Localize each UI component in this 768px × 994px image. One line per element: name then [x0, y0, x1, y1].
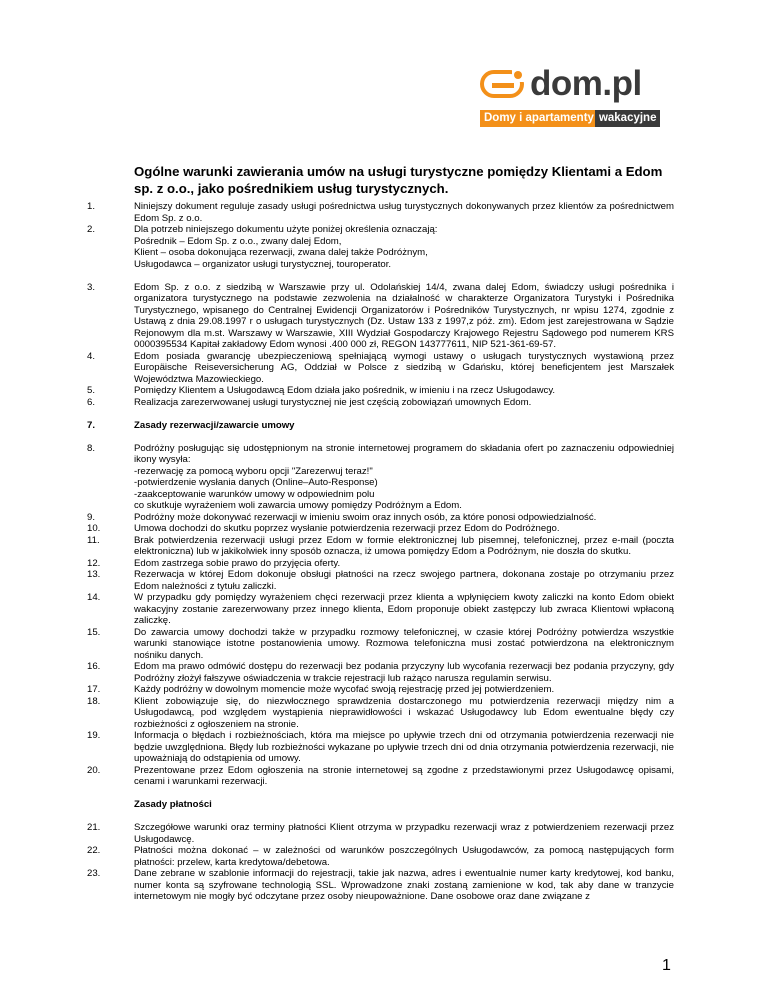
text-line: Klient – osoba dokonująca rezerwacji, zwana dalej także Podróżnym, [134, 247, 428, 258]
list-item [87, 696, 674, 731]
paragraph-gap [87, 270, 674, 282]
list-item-number: 20. [87, 764, 101, 776]
list-item-text [134, 443, 674, 512]
text-line: Usługodawca – organizator usługi turystycznej, touroperator. [134, 258, 392, 270]
text-line: Edom Sp. z o.o. z siedzibą w Warszawie przy ul. Odolańskiej 14/4, zwana dalej Edom, świadczy usługi pośrednika i organizatora turystycznego na podstawie zezwolenia na działalność w charakterze Organizatora Turystyki i Pośrednika Turystycznego, wpisanego do Centralnej Ewidencji Organizatorów i Pośredników Turystycznych, nr wpisu 1274, zgodnie z Ustawą z dnia 29.08.1997 r o usługach turystycznych (Dz. Ustaw 133 z 1997,z póż. zm). Edom jest zarejestrowana w Sądzie Rejonowym dla m.st. Warszawy w Warszawie, XIII Wydział Gospodarczy Krajowego Rejestru Sądowego pod numerem KRS 0000395534 Kapitał zakładowy Edom wynosi .400 000 zł, REGON 143777611, NIP 521-361-69-57. [134, 281, 674, 350]
list-item-number: 18. [87, 695, 101, 707]
list-item [87, 569, 674, 592]
list-item-text [134, 627, 674, 662]
logo-tagline [480, 110, 660, 127]
text-line: -rezerwację za pomocą wyboru opcji "Zarezerwuj teraz!" [134, 465, 373, 477]
list-item-text [134, 799, 674, 811]
list-item [87, 224, 674, 270]
list-item-number: 16. [87, 661, 101, 672]
list-item-text [134, 201, 674, 224]
text-line: Pośrednik – Edom Sp. z o.o., zwany dalej Edom, [134, 235, 342, 247]
paragraph-gap [87, 788, 674, 800]
list-item [87, 385, 674, 397]
list-item [87, 351, 674, 386]
text-line: Edom ma prawo odmówić dostępu do rezerwacji bez podania przyczyny lub wycofania rezerwacji bez podania przyczyny, gdy Podróżny złożył fałszywe oświadczenia w trakcie rejestracji lub rażąco narusza regulamin serwisu. [134, 661, 674, 684]
list-item-text [134, 822, 674, 845]
logo-tagline-part-b: wakacyjne [595, 110, 661, 127]
list-item-number: 5. [87, 385, 96, 396]
list-item [87, 201, 674, 224]
paragraph-gap [87, 811, 674, 823]
list-item-number: 6. [87, 396, 96, 408]
list-item-text [134, 845, 674, 868]
list-item-number: 8. [87, 442, 96, 454]
list-item-number: 12. [87, 557, 101, 569]
text-line: Edom zastrzega sobie prawo do przyjęcia oferty. [134, 557, 341, 569]
list-item-text [134, 569, 674, 592]
list-item-text [134, 282, 674, 351]
list-item [87, 684, 674, 696]
list-item-number: 2. [87, 224, 96, 235]
section-heading [87, 799, 674, 811]
text-line: Edom posiada gwarancję ubezpieczeniową spełniającą wymogi ustawy o usługach turystycznych wystawioną przez Europäische Reiseversicherung AG, Oddział w Polsce z siedzibą w Gdańsku, której beneficjentem jest Marszałek Województwa Mazowieckiego. [134, 350, 674, 385]
page-number: 1 [662, 957, 671, 974]
list-item-number: 17. [87, 684, 101, 695]
list-item [87, 730, 674, 765]
list-item [87, 822, 674, 845]
list-item-number: 9. [87, 511, 96, 523]
list-item-number: 23. [87, 868, 101, 879]
list-item [87, 282, 674, 351]
text-line: Podróżny może dokonywać rezerwacji w imieniu swoim oraz innych osób, za które ponosi odpowiedzialność. [134, 511, 597, 523]
edom-logo [480, 64, 688, 130]
logo-e-icon [480, 70, 524, 98]
list-item-text [134, 523, 674, 535]
list-item-text [134, 512, 674, 524]
text-line: Klient zobowiązuje się, do niezwłocznego sprawdzenia dostarczonego mu potwierdzenia rezerwacji między nim a Usługodawcą, pod względem wystąpienia nieprawidłowości i wskazać Usługodawcy lub Edom ewentualne błędy czy rozbieżności z ogłoszeniem na stronie. [134, 695, 674, 730]
text-line: Realizacja zarezerwowanej usługi turystycznej nie jest częścią zobowiązań umownych Edom. [134, 396, 532, 408]
list-item [87, 661, 674, 684]
text-line: -zaakceptowanie warunków umowy w odpowiednim polu [134, 488, 375, 500]
list-item-text [134, 420, 674, 432]
text-line: Informacja o błędach i rozbieżnościach, która ma miejsce po upływie trzech dni od otrzymania potwierdzenia rezerwacji nie będzie uwzględniona. Błędy lub rozbieżności wykazane po upływie trzech dni od dnia otrzymania potwierdzenia rezerwacji, nie upoważniają do odstąpienia od umowy. [134, 730, 674, 764]
list-item-number: 15. [87, 626, 101, 638]
list-item-text [134, 535, 674, 558]
logo-tagline-part-a: Domy i apartamenty [480, 110, 598, 127]
list-item-number: 13. [87, 569, 101, 580]
text-line: Płatności można dokonać – w zależności od warunków poszczególnych Usługodawców, za pomocą następujących form płatności: przelew, karta kredytowa/debetowa. [134, 845, 674, 868]
list-item-number: 19. [87, 730, 101, 741]
text-line: Rezerwacja w której Edom dokonuje obsługi płatności na rzecz swojego partnera, dokonana zostaje po otrzymaniu przez Edom należności z tytułu zaliczki. [134, 569, 674, 592]
text-line: Podróżny posługując się udostępnionym na stronie internetowej programem do składania ofert po zaznaczeniu odpowiedniej ikony wysyła: [134, 442, 674, 465]
text-line: Prezentowane przez Edom ogłoszenia na stronie internetowej są zgodne z przedstawionymi przez Usługodawcę opisami, cenami i warunkami rezerwacji. [134, 764, 674, 787]
list-item-text [134, 730, 674, 765]
list-item [87, 512, 674, 524]
list-item-number: 3. [87, 281, 96, 293]
logo-wordmark: dom.pl [530, 64, 642, 103]
document-title: Ogólne warunki zawierania umów na usługi turystyczne pomiędzy Klientami a Edom sp. z o.o., jako pośrednikiem usług turystycznych. [134, 164, 663, 196]
list-item-text [134, 385, 674, 397]
list-item-number: 21. [87, 822, 101, 833]
text-line: Niniejszy dokument reguluje zasady usługi pośrednictwa usług turystycznych dokonywanych przez klientów za pośrednictwem Edom Sp. z o.o. [134, 201, 674, 224]
text-line: Szczegółowe warunki oraz terminy płatności Klient otrzyma w przypadku rezerwacji wraz z potwierdzeniem rezerwacji przez Usługodawcę. [134, 822, 674, 845]
list-item-number: 11. [87, 534, 100, 546]
list-item-text [134, 224, 674, 270]
text-line: Każdy podróżny w dowolnym momencie może wycofać swoją rejestrację przed jej potwierdzeniem. [134, 684, 555, 695]
text-line: -potwierdzenie wysłania danych (Online–Auto-Response) [134, 477, 378, 488]
text-line: Dla potrzeb niniejszego dokumentu użyte poniżej określenia oznaczają: [134, 224, 438, 235]
list-item [87, 397, 674, 409]
list-item [87, 627, 674, 662]
text-line: Brak potwierdzenia rezerwacji usługi przez Edom w formie elektronicznej lub pisemnej, telefonicznej, przez e-mail (poczta elektroniczna) lub w jakikolwiek inny sposób oznacza, iż umowa pomiędzy Edom a Podróżnym, nie doszła do skutku. [134, 534, 674, 557]
text-line: co skutkuje wyrażeniem woli zawarcia umowy pomiędzy Podróżnym a Edom. [134, 500, 462, 511]
list-item-text [134, 765, 674, 788]
list-item-text [134, 397, 674, 409]
list-item [87, 443, 674, 512]
list-item-text [134, 868, 674, 903]
list-item-number: 4. [87, 350, 96, 362]
list-item-number: 7. [87, 419, 96, 431]
list-item-number: 10. [87, 523, 101, 534]
text-line: Do zawarcia umowy dochodzi także w przypadku rozmowy telefonicznej, w czasie której Podróżny potwierdza wszystkie warunki stanowiące istotne postanowienia umowy. Rozmowa telefoniczna musi zostać potwierdzona na elektronicznym nośniku danych. [134, 626, 674, 661]
text-line: Zasady płatności [134, 799, 212, 810]
list-item-text [134, 696, 674, 731]
list-item [87, 592, 674, 627]
text-line: Zasady rezerwacji/zawarcie umowy [134, 419, 295, 431]
list-item-number: 1. [87, 201, 96, 212]
list-item-text [134, 592, 674, 627]
text-line: Dane zebrane w szablonie informacji do rejestracji, takie jak nazwa, adres i ewentualnie numer karty kredytowej, kod banku, numer konta są szyfrowane technologią SSL. Wprowadzone znaki zostaną zamienione w kod, tak aby dane w tranzycie internetowym nie mogły być odczytane przez osoby nieupoważnione. Dane osobowe oraz dane związane z [134, 868, 674, 902]
paragraph-gap [87, 431, 674, 443]
list-item [87, 868, 674, 903]
text-line: Umowa dochodzi do skutku poprzez wysłanie potwierdzenia rezerwacji przez Edom do Podróżnego. [134, 523, 560, 534]
text-line: W przypadku gdy pomiędzy wyrażeniem chęci rezerwacji przez klienta a wpłynięciem kwoty zaliczki na konto Edom obiekt wakacyjny zostanie zarezerwowany przez innego klienta, Edom proponuje obiekt zastępczy lub zwraca Klientowi wpłaconą zaliczkę. [134, 592, 674, 626]
paragraph-gap [87, 408, 674, 420]
list-item-text [134, 684, 674, 696]
list-item-number [87, 799, 134, 811]
document-body [87, 201, 674, 903]
list-item-text [134, 661, 674, 684]
section-heading [87, 420, 674, 432]
list-item [87, 765, 674, 788]
list-item [87, 845, 674, 868]
list-item-number: 14. [87, 592, 101, 603]
list-item-number: 22. [87, 845, 101, 856]
list-item [87, 535, 674, 558]
list-item [87, 523, 674, 535]
list-item-text [134, 558, 674, 570]
list-item [87, 558, 674, 570]
text-line: Pomiędzy Klientem a Usługodawcą Edom działa jako pośrednik, w imieniu i na rzecz Usługodawcy. [134, 385, 556, 396]
list-item-text [134, 351, 674, 386]
